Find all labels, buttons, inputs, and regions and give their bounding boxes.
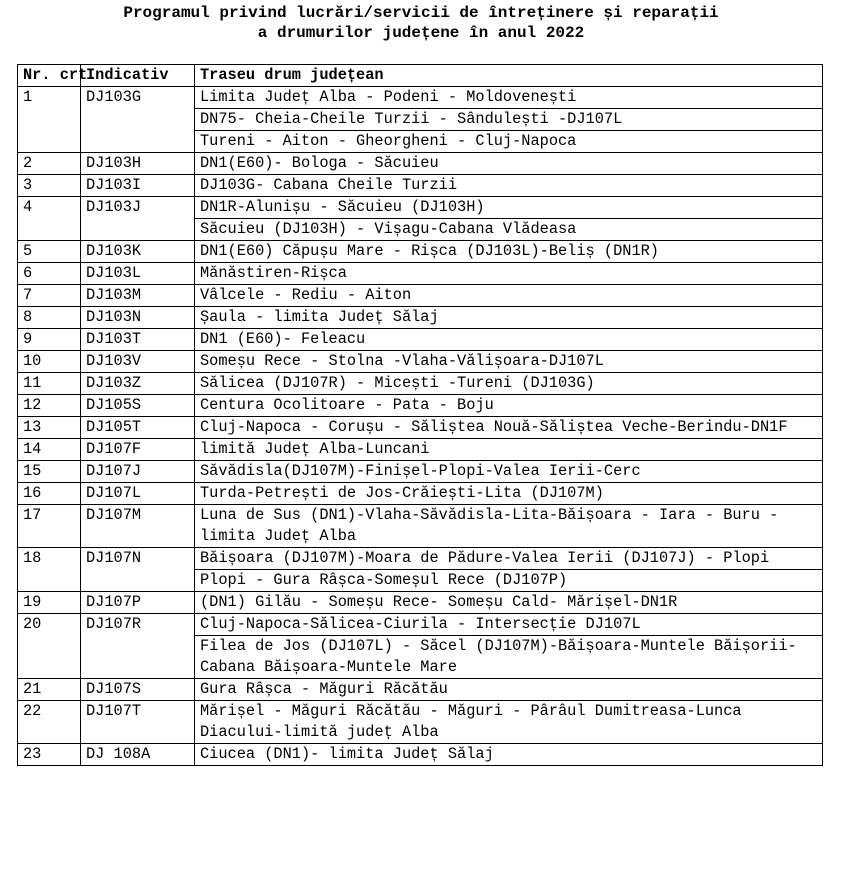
table-header-row [18, 65, 823, 87]
cell-traseu: Vâlcele - Rediu - Aiton [195, 285, 823, 307]
cell-indicativ: DJ103K [81, 241, 195, 263]
cell-nr-crt: 12 [18, 395, 81, 417]
cell-nr-crt: 22 [18, 701, 81, 744]
cell-nr-crt: 8 [18, 307, 81, 329]
cell-nr-crt: 7 [18, 285, 81, 307]
table-row [18, 439, 823, 461]
cell-nr-crt: 2 [18, 153, 81, 175]
cell-nr-crt: 3 [18, 175, 81, 197]
table-body [18, 87, 823, 766]
table-row [18, 461, 823, 483]
cell-traseu: Limita Județ Alba - Podeni - Moldovenești [195, 87, 823, 109]
table-row [18, 307, 823, 329]
cell-traseu: Săvădisla(DJ107M)-Finișel-Plopi-Valea Ierii-Cerc [195, 461, 823, 483]
cell-indicativ: DJ103J [81, 197, 195, 241]
cell-traseu: Centura Ocolitoare - Pata - Boju [195, 395, 823, 417]
cell-traseu: Ciucea (DN1)- limita Județ Sălaj [195, 744, 823, 766]
cell-nr-crt: 1 [18, 87, 81, 153]
table-row [18, 592, 823, 614]
cell-traseu: limită Județ Alba-Luncani [195, 439, 823, 461]
cell-nr-crt: 6 [18, 263, 81, 285]
cell-traseu: DN1R-Alunișu - Săcuieu (DJ103H) [195, 197, 823, 219]
cell-indicativ: DJ103T [81, 329, 195, 351]
cell-indicativ: DJ 108A [81, 744, 195, 766]
cell-nr-crt: 14 [18, 439, 81, 461]
cell-traseu: DN1 (E60)- Feleacu [195, 329, 823, 351]
cell-indicativ: DJ103Z [81, 373, 195, 395]
cell-indicativ: DJ107L [81, 483, 195, 505]
cell-traseu: Mărișel - Măguri Răcătău - Măguri - Pârâul Dumitreasa-Lunca Diacului-limită județ Alba [195, 701, 823, 744]
table-row [18, 263, 823, 285]
table-row [18, 153, 823, 175]
cell-traseu: Cluj-Napoca-Sălicea-Ciurila - Intersecție DJ107L [195, 614, 823, 636]
cell-traseu: DJ103G- Cabana Cheile Turzii [195, 175, 823, 197]
table-row [18, 351, 823, 373]
table-row [18, 175, 823, 197]
table-row [18, 373, 823, 395]
cell-nr-crt: 19 [18, 592, 81, 614]
cell-traseu: (DN1) Gilău - Someșu Rece- Someșu Cald- Mărișel-DN1R [195, 592, 823, 614]
cell-indicativ: DJ107J [81, 461, 195, 483]
cell-indicativ: DJ103I [81, 175, 195, 197]
cell-nr-crt: 23 [18, 744, 81, 766]
cell-traseu: Gura Râșca - Măguri Răcătău [195, 679, 823, 701]
cell-traseu: DN1(E60) Căpușu Mare - Rișca (DJ103L)-Beliș (DN1R) [195, 241, 823, 263]
table-row [18, 197, 823, 219]
cell-indicativ: DJ103H [81, 153, 195, 175]
table-row [18, 241, 823, 263]
table-row [18, 744, 823, 766]
cell-nr-crt: 5 [18, 241, 81, 263]
cell-traseu: Tureni - Aiton - Gheorgheni - Cluj-Napoca [195, 131, 823, 153]
cell-nr-crt: 11 [18, 373, 81, 395]
cell-indicativ: DJ107N [81, 548, 195, 592]
cell-traseu: Mănăstiren-Rișca [195, 263, 823, 285]
cell-traseu: Filea de Jos (DJ107L) - Săcel (DJ107M)-Băișoara-Muntele Băișorii-Cabana Băișoara-Muntele Mare [195, 636, 823, 679]
table-row [18, 417, 823, 439]
table-row [18, 395, 823, 417]
cell-nr-crt: 4 [18, 197, 81, 241]
cell-nr-crt: 16 [18, 483, 81, 505]
cell-nr-crt: 9 [18, 329, 81, 351]
header-indicativ: Indicativ [81, 65, 195, 87]
cell-traseu: Plopi - Gura Râșca-Someșul Rece (DJ107P) [195, 570, 823, 592]
cell-indicativ: DJ107T [81, 701, 195, 744]
table-row [18, 701, 823, 744]
cell-traseu: Someșu Rece - Stolna -Vlaha-Vălișoara-DJ107L [195, 351, 823, 373]
cell-indicativ: DJ107S [81, 679, 195, 701]
cell-indicativ: DJ103M [81, 285, 195, 307]
header-nr-crt: Nr. crt. [18, 65, 81, 87]
cell-traseu: DN75- Cheia-Cheile Turzii - Sândulești -DJ107L [195, 109, 823, 131]
table-row [18, 505, 823, 548]
table-row [18, 285, 823, 307]
roads-table [17, 64, 823, 766]
cell-indicativ: DJ107P [81, 592, 195, 614]
table-row [18, 483, 823, 505]
cell-indicativ: DJ103N [81, 307, 195, 329]
cell-indicativ: DJ105S [81, 395, 195, 417]
cell-traseu: Băișoara (DJ107M)-Moara de Pădure-Valea Ierii (DJ107J) - Plopi [195, 548, 823, 570]
page-title-line1: Programul privind lucrări/servicii de întreținere și reparații [123, 4, 719, 22]
header-traseu: Traseu drum județean [195, 65, 823, 87]
cell-traseu: Sălicea (DJ107R) - Micești -Tureni (DJ103G) [195, 373, 823, 395]
table-row [18, 679, 823, 701]
cell-indicativ: DJ107F [81, 439, 195, 461]
cell-nr-crt: 15 [18, 461, 81, 483]
table-row [18, 329, 823, 351]
cell-traseu: Turda-Petrești de Jos-Crăiești-Lita (DJ107M) [195, 483, 823, 505]
cell-indicativ: DJ103G [81, 87, 195, 153]
cell-nr-crt: 17 [18, 505, 81, 548]
cell-traseu: DN1(E60)- Bologa - Săcuieu [195, 153, 823, 175]
cell-indicativ: DJ107M [81, 505, 195, 548]
cell-nr-crt: 13 [18, 417, 81, 439]
cell-indicativ: DJ103L [81, 263, 195, 285]
table-row [18, 548, 823, 570]
cell-nr-crt: 20 [18, 614, 81, 679]
table-row [18, 87, 823, 109]
cell-indicativ: DJ103V [81, 351, 195, 373]
cell-nr-crt: 18 [18, 548, 81, 592]
cell-traseu: Șaula - limita Județ Sălaj [195, 307, 823, 329]
cell-nr-crt: 21 [18, 679, 81, 701]
cell-nr-crt: 10 [18, 351, 81, 373]
cell-indicativ: DJ105T [81, 417, 195, 439]
cell-indicativ: DJ107R [81, 614, 195, 679]
cell-traseu: Săcuieu (DJ103H) - Vișagu-Cabana Vlădeasa [195, 219, 823, 241]
cell-traseu: Cluj-Napoca - Corușu - Săliștea Nouă-Săliștea Veche-Berindu-DN1F [195, 417, 823, 439]
table-row [18, 614, 823, 636]
page-title-line2: a drumurilor județene în anul 2022 [257, 24, 585, 42]
cell-traseu: Luna de Sus (DN1)-Vlaha-Săvădisla-Lita-Băișoara - Iara - Buru - limita Județ Alba [195, 505, 823, 548]
